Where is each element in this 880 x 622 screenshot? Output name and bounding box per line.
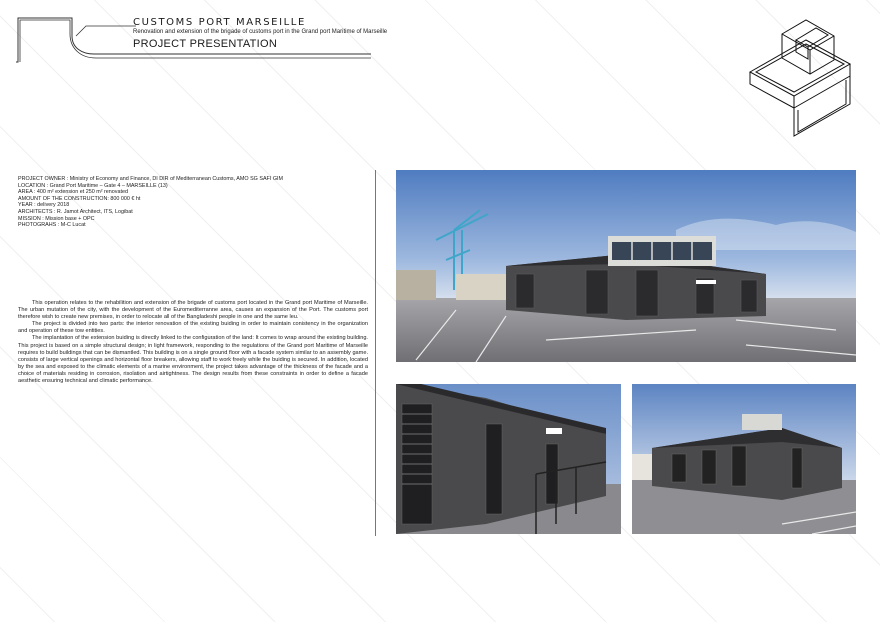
photo-building-exterior	[396, 170, 856, 362]
project-title: CUSTOMS PORT MARSEILLE	[133, 17, 306, 28]
info-architects: ARCHITECTS : R. Jamot Architect, ITS, Logibat	[18, 208, 133, 215]
section-heading: PROJECT PRESENTATION	[133, 38, 278, 50]
description-paragraph: The implantation of the extension buiding is directly linked to the configuration of the land: It comes to wrap around the existing building. This project is based on a simple structural design; in light framework, responding to the regulations of the Grand port Maritime of Marseille requires to build buildings that can be dismantled. This building is on a single ground floor with a facade system similar to an assembly game. consists of large vertical openings and horizontal floor breakers, allowing staff to work freely while the buiding is secured. In addition, located by the sea and exposed to the climatic elements of a marine environment, the project takes advantage of the thickness of the facade and a choice of materials residing in corrosion, risolation and airtightness. The design results from these constraints in order to define a facade aesthetic ensuring technical and climatic performance.	[18, 335, 368, 385]
info-location: LOCATION : Grand Port Maritime – Gate 4 – MARSEILLE (13)	[18, 182, 168, 189]
info-mission: MISSION : Mission base + OPC	[18, 215, 95, 222]
info-area: AREA : 400 m² extension et 250 m² renovated	[18, 189, 128, 196]
project-info	[18, 176, 368, 229]
description-paragraph: This operation relates to the rehabilition and extension of the brigade of customs port located in the Grand port Maritime of Marseille. The urban mutation of the city, with the development of the Euromediterranne area, causes an expansion of the Port. The customs port therefore wish to create new premises, in order to relocate all of the Bangladeshi people in one and the same leu.	[18, 300, 368, 321]
photo-side-view	[632, 384, 856, 534]
column-divider	[375, 170, 376, 536]
info-amount: AMOUNT OF THE CONSTRUCTION: 800 000 € ht	[18, 195, 141, 202]
info-photographs: PHOTOGRAHS : M-C Lucat	[18, 222, 86, 229]
isometric-building-icon	[746, 12, 856, 142]
project-subtitle: Renovation and extension of the brigade of customs port in the Grand port Maritime of Marseille	[133, 29, 388, 35]
info-year: YEAR : delivery 2018	[18, 202, 70, 209]
info-owner: PROJECT OWNER : Ministry of Economy and Finance, DI DIR of Mediterranean Customs, AMO SG SAFI GIM	[18, 176, 284, 182]
description-paragraph: The project is divided into two parts: the interior renovation of the existing buiding in order to maintain conistency in the organization and operation of these tow entities.	[18, 321, 368, 335]
project-description	[18, 300, 368, 385]
photo-facade-detail	[396, 384, 621, 534]
